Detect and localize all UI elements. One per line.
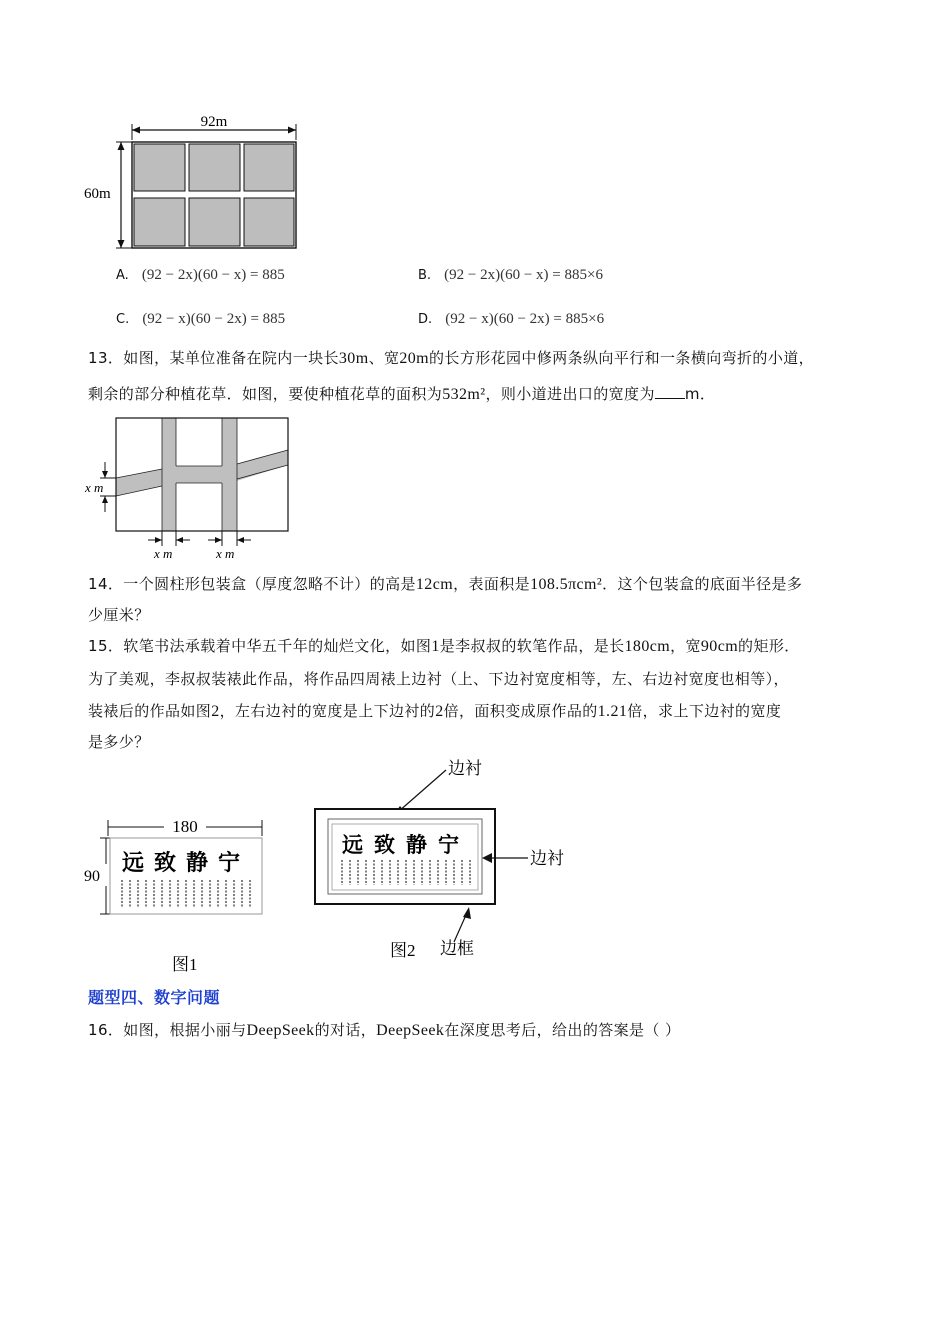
q12-option-d xyxy=(418,308,604,328)
q14-line-2: 少厘米？ xyxy=(88,606,150,624)
question-number: 15． xyxy=(88,637,124,655)
q13-bottom-label-1: x m xyxy=(154,546,173,561)
arrow-down-icon xyxy=(102,471,108,478)
q13-figure xyxy=(80,412,300,562)
calligraphy-char: 远 xyxy=(122,850,145,876)
fig2-label-top: 边衬 xyxy=(448,759,482,778)
fig2-arrow-bottom-line xyxy=(454,915,466,942)
q15-line-3 xyxy=(88,700,781,723)
q12-plot xyxy=(244,198,294,246)
arrow-up-icon xyxy=(463,907,471,919)
fig2-label-bottom: 边框 xyxy=(440,939,474,958)
q15-line-4: 是多少？ xyxy=(88,733,150,751)
q12-height-label: 60m xyxy=(84,186,111,202)
option-letter: D. xyxy=(418,312,433,327)
q15-number: 2 xyxy=(211,703,220,720)
question-number: 16． xyxy=(88,1021,124,1039)
q13-line-2 xyxy=(88,383,715,406)
fig2-label-right: 边衬 xyxy=(530,849,564,868)
q13-length: 30m xyxy=(338,350,369,367)
q12-width-label: 92m xyxy=(200,114,228,130)
q16-deepseek: DeepSeek xyxy=(246,1022,315,1039)
calligraphy-char: 远 xyxy=(342,832,363,857)
q12-plot xyxy=(134,198,185,246)
option-formula: (92 − 2x)(60 − x) = 885 xyxy=(141,267,285,283)
q12-plot xyxy=(189,198,240,246)
option-letter: C. xyxy=(116,312,130,327)
q15-line-1 xyxy=(88,635,800,658)
q16-text: 在深度思考后，给出的答案是（ ） xyxy=(444,1021,681,1039)
section-title: 题型四、数字问题 xyxy=(88,988,221,1007)
q16-line-1 xyxy=(88,1019,680,1042)
q13-text: 、宽 xyxy=(368,349,400,367)
q12-option-c xyxy=(116,308,285,328)
arrow-left-icon xyxy=(176,537,183,543)
q13-width: 20m xyxy=(399,350,430,367)
calligraphy-char: 宁 xyxy=(438,832,459,857)
fig1-width-label: 180 xyxy=(172,817,198,836)
calligraphy-char: 静 xyxy=(406,832,427,857)
q12-plot xyxy=(134,144,185,191)
q15-figure-1 xyxy=(80,812,280,978)
q14-line-1 xyxy=(88,573,802,596)
q13-left-label: x m xyxy=(85,480,104,495)
q15-number: 1 xyxy=(431,638,440,655)
q13-vertical-path-2 xyxy=(222,418,237,531)
q15-number: 1.21 xyxy=(597,703,628,720)
option-letter: B. xyxy=(418,268,432,283)
question-number: 14． xyxy=(88,575,124,593)
arrow-right-icon xyxy=(155,537,162,543)
arrow-left-icon xyxy=(237,537,244,543)
q14-text: ．这个包装盒的底面半径是多 xyxy=(602,575,803,593)
q15-length: 180cm xyxy=(624,638,671,655)
q13-vertical-path-1 xyxy=(162,418,176,531)
arrow-up-icon xyxy=(102,496,108,503)
q13-text: 剩余的部分种植花草．如图，要使种植花草的面积为 xyxy=(88,385,443,403)
q13-line-1 xyxy=(88,347,814,370)
calligraphy-char: 宁 xyxy=(218,850,241,876)
option-letter: A. xyxy=(116,268,129,283)
q13-unit: m． xyxy=(684,385,716,403)
q12-option-b xyxy=(418,264,603,284)
answer-blank xyxy=(655,384,685,399)
option-formula: (92 − 2x)(60 − x) = 885×6 xyxy=(444,267,603,283)
fig2-caption: 图2 xyxy=(390,941,416,960)
question-number: 13． xyxy=(88,349,124,367)
calligraphy-char: 致 xyxy=(374,832,395,857)
arrow-right-icon xyxy=(288,127,296,134)
q14-text: ，表面积是 xyxy=(453,575,531,593)
q15-text: 倍，面积变成原作品的 xyxy=(443,702,598,720)
q15-text: 的矩形． xyxy=(738,637,800,655)
q16-text: 的对话， xyxy=(314,1021,377,1039)
q14-surface-area: 108.5πcm² xyxy=(530,576,603,593)
q12-option-a xyxy=(116,264,285,284)
arrow-right-icon xyxy=(215,537,222,543)
q12-plot xyxy=(189,144,240,191)
q14-text: 一个圆柱形包装盒（厚度忽略不计）的高是 xyxy=(123,575,416,593)
q12-figure xyxy=(80,110,320,255)
arrow-down-icon xyxy=(118,240,125,248)
calligraphy-char: 致 xyxy=(154,850,177,876)
arrow-left-icon xyxy=(132,127,140,134)
q15-text: ，左右边衬的宽度是上下边衬的 xyxy=(219,702,436,720)
q15-text: ，宽 xyxy=(670,637,701,655)
q15-text: 软笔书法承载着中华五千年的灿烂文化，如图 xyxy=(123,637,432,655)
q13-text: 的长方形花园中修两条纵向平行和一条横向弯折的小道， xyxy=(429,349,815,367)
q12-plot xyxy=(244,144,294,191)
calligraphy-char: 静 xyxy=(186,850,209,876)
q15-figure-2 xyxy=(310,752,590,968)
q15-text: 是李叔叔的软笔作品，是长 xyxy=(439,637,625,655)
q13-text: ，则小道进出口的宽度为 xyxy=(485,385,655,403)
q15-width: 90cm xyxy=(700,638,739,655)
q15-line-2: 为了美观，李叔叔装裱此作品，将作品四周裱上边衬（上、下边衬宽度相等，左、右边衬宽度也相等）， xyxy=(88,670,789,688)
q13-area: 532m² xyxy=(442,386,486,403)
arrow-up-icon xyxy=(118,142,125,150)
fig1-height-label: 90 xyxy=(84,868,100,885)
q13-text: 如图，某单位准备在院内一块长 xyxy=(123,349,339,367)
option-formula: (92 − x)(60 − 2x) = 885×6 xyxy=(445,311,605,327)
fig2-arrow-top-line xyxy=(398,770,446,812)
q15-text: 倍，求上下边衬的宽度 xyxy=(627,702,782,720)
q15-number: 2 xyxy=(435,703,444,720)
q13-bottom-label-2: x m xyxy=(216,546,235,561)
q16-text: 如图，根据小丽与 xyxy=(123,1021,247,1039)
q14-height: 12cm xyxy=(415,576,454,593)
q15-text: 装裱后的作品如图 xyxy=(88,702,212,720)
fig1-caption: 图1 xyxy=(172,955,198,974)
option-formula: (92 − x)(60 − 2x) = 885 xyxy=(142,311,286,327)
q16-deepseek: DeepSeek xyxy=(376,1022,445,1039)
